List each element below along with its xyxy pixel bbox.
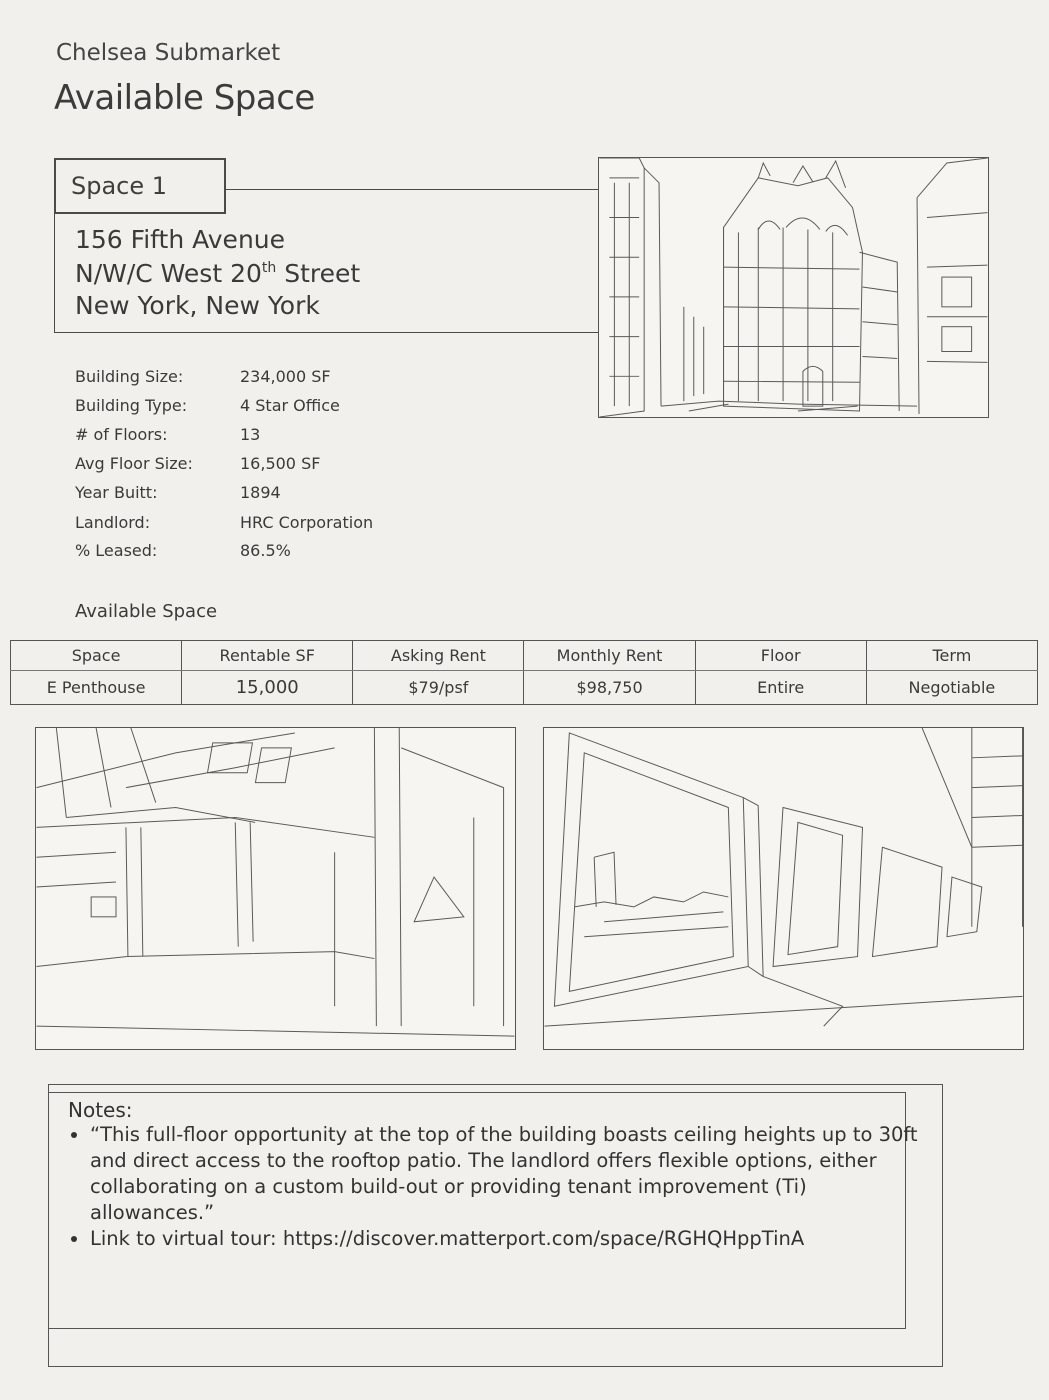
fact-value: 4 Star Office: [240, 396, 340, 415]
address-city: New York, New York: [75, 291, 320, 320]
address-bracket-left: [54, 214, 55, 333]
column-header: Space: [11, 641, 182, 671]
address-cross-street-prefix: N/W/C West 20: [75, 259, 262, 288]
connector-line: [226, 189, 599, 190]
address-street: 156 Fifth Avenue: [75, 225, 286, 254]
address-ordinal-suffix: th: [261, 260, 277, 276]
fact-label: Avg Floor Size:: [75, 454, 193, 473]
fact-value: 16,500 SF: [240, 454, 321, 473]
submarket-title: Chelsea Submarket: [56, 40, 281, 66]
table-header-row: [11, 641, 1038, 671]
available-space-table: [10, 640, 1038, 705]
note-item: • Link to virtual tour: https://discover.matterport.com/space/RGHQHppTinA: [90, 1226, 920, 1252]
window-view-image: [543, 727, 1024, 1050]
fact-label: Building Size:: [75, 367, 184, 386]
fact-value: 234,000 SF: [240, 367, 331, 386]
table-cell: $98,750: [524, 671, 695, 705]
fact-value: 13: [240, 425, 261, 444]
column-header: Floor: [695, 641, 866, 671]
table-body: [11, 671, 1038, 705]
table-cell: Negotiable: [866, 671, 1037, 705]
available-space-heading: Available Space: [75, 601, 218, 622]
column-header: Monthly Rent: [524, 641, 695, 671]
fact-label: Landlord:: [75, 513, 151, 532]
table-row: [11, 671, 1038, 705]
table-cell: 15,000: [182, 671, 353, 705]
column-header: Term: [866, 641, 1037, 671]
fact-value: 1894: [240, 483, 281, 502]
address-bracket-bottom: [54, 332, 599, 333]
table-cell: E Penthouse: [11, 671, 182, 705]
notes-title: Notes:: [68, 1098, 133, 1122]
column-header: Rentable SF: [182, 641, 353, 671]
address-cross-street-suffix: Street: [276, 259, 361, 288]
fact-label: Year Buitt:: [75, 483, 158, 502]
fact-value: HRC Corporation: [240, 513, 374, 532]
column-header: Asking Rent: [353, 641, 524, 671]
note-item: • “This full-floor opportunity at the top of the building boasts ceiling heights up to 30ft and direct access to the rooftop patio. The landlord offers flexible options, either collaborating on a custom build-out or providing tenant improvement (Ti) allowances.”: [90, 1122, 920, 1226]
fact-label: # of Floors:: [75, 425, 168, 444]
fact-label: Building Type:: [75, 396, 188, 415]
fact-label: % Leased:: [75, 541, 158, 560]
fact-value: 86.5%: [240, 541, 291, 560]
notes-list: [56, 1122, 920, 1252]
space-label-box: [54, 158, 226, 214]
building-exterior-image: [598, 157, 989, 418]
address-cross-street: [75, 259, 360, 288]
space-label: Space 1: [71, 172, 168, 200]
table-cell: Entire: [695, 671, 866, 705]
page-title: Available Space: [54, 78, 315, 118]
table-cell: $79/psf: [353, 671, 524, 705]
interior-space-image: [35, 727, 516, 1050]
